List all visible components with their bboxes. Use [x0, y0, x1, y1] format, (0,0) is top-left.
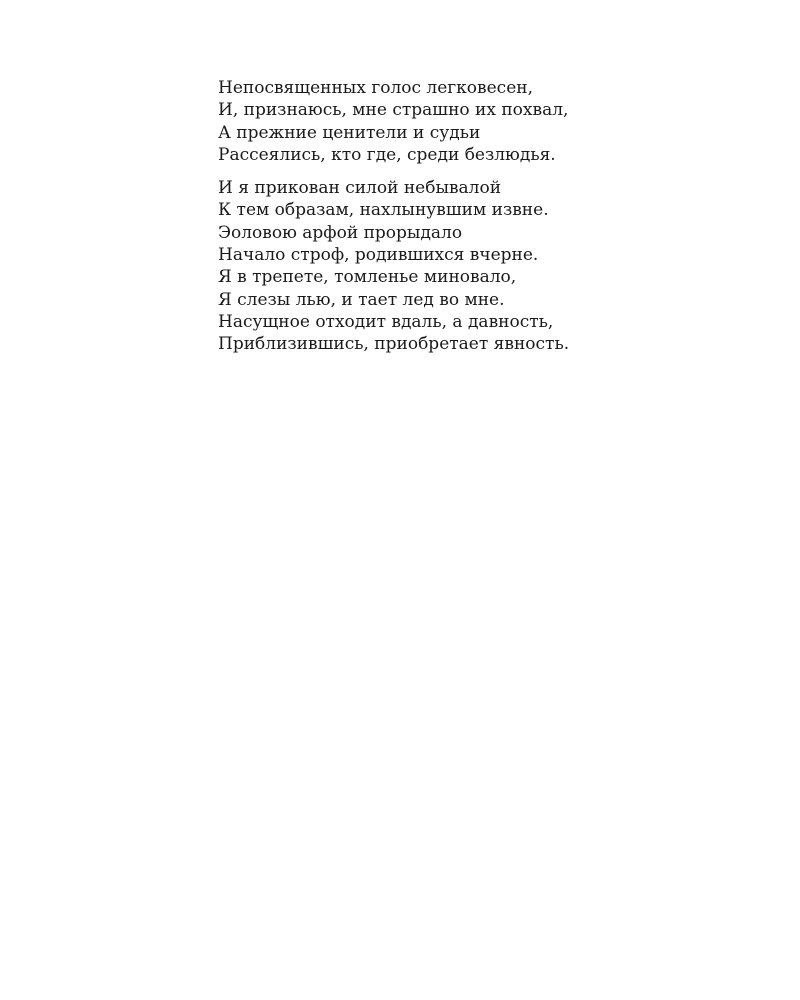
stanza-2: [218, 177, 698, 355]
poem-line: И я прикован силой небывалой: [218, 178, 502, 199]
poem-line: Эоловою арфой прорыдало: [218, 222, 463, 243]
poem-line: А прежние ценители и судьи: [218, 122, 481, 143]
stanza-1: [218, 77, 698, 166]
poem-line: Начало строф, родившихся вчерне.: [218, 245, 539, 266]
poem-line: Рассеялись, кто где, среди безлюдья.: [218, 144, 556, 165]
poem-line: Непосвященных голос легковесен,: [218, 78, 533, 98]
poem-line: К тем образам, нахлынувшим извне.: [218, 200, 549, 221]
poem-line: Я слезы лью, и тает лед во мне.: [218, 289, 505, 310]
poem-line: И, признаюсь, мне страшно их похвал,: [218, 100, 569, 121]
poem-text: [218, 77, 698, 356]
poem-line: Приблизившись, приобретает явность.: [218, 334, 570, 355]
poem-line: Насущное отходит вдаль, а давность,: [218, 311, 554, 332]
poem-line: Я в трепете, томленье миновало,: [218, 267, 517, 288]
